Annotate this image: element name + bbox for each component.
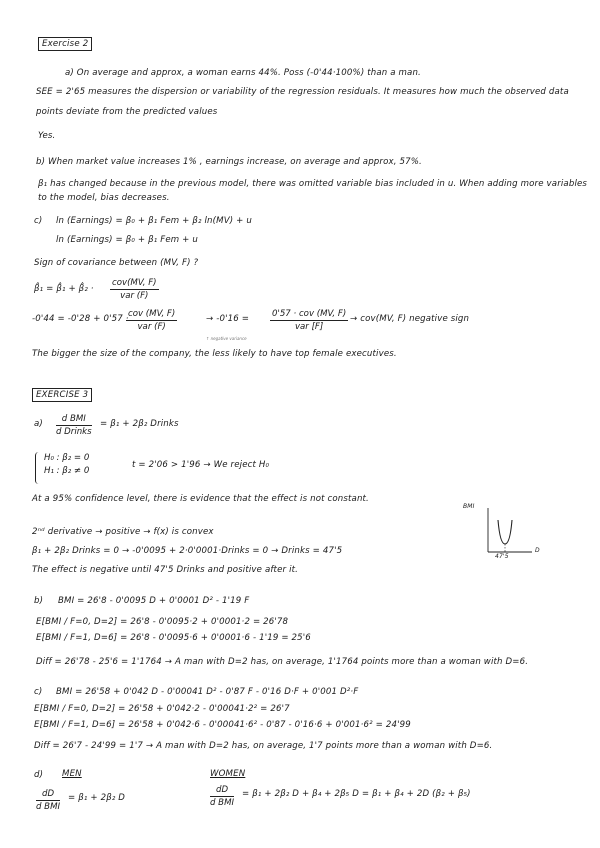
ex2-formula-2-num-2: 0'57 · cov (MV, F) [272, 309, 347, 319]
women-fraction-num: dD [210, 785, 234, 797]
men-fraction-num: dD [36, 789, 60, 801]
graph-y-label: BMI [463, 503, 475, 510]
men-derivative: = β₁ + 2β₂ D [68, 793, 126, 803]
ex2-c-model-2: ln (Earnings) = β₀ + β₁ Fem + u [56, 235, 198, 245]
ex2-see-line-1: SEE = 2'65 measures the dispersion or variability of the regression residuals. It measures how much the observed data [36, 87, 569, 97]
ex2-formula-2-den-2: var [F] [294, 322, 324, 332]
ex2-a-line: a) On average and approx, a woman earns 44%. Poss (-0'44·100%) than a man. [65, 68, 421, 78]
women-derivative: = β₁ + 2β₂ D + β₄ + 2β₅ D = β₁ + β₄ + 2D (β₂ + β₅) [242, 789, 471, 799]
ex2-b-line-3: to the model, bias decreases. [38, 193, 170, 203]
hypothesis-system [44, 452, 89, 478]
ex3-t-test: t = 2'06 > 1'96 → We reject H₀ [132, 460, 270, 470]
men-fraction [36, 789, 60, 812]
ex3-d-label: d) [34, 770, 44, 780]
hypothesis-h1: H₁ : β₂ ≠ 0 [44, 465, 90, 476]
ex3-b-exp-1: E[BMI / F=0, D=2] = 26'8 - 0'0095·2 + 0'0001·2 = 26'78 [36, 617, 289, 627]
ex3-confidence: At a 95% confidence level, there is evidence that the effect is not constant. [32, 494, 369, 504]
ex2-formula-2-lhs: -0'44 = -0'28 + 0'57 · [32, 314, 129, 324]
hypothesis-brace [35, 452, 42, 484]
men-heading: MEN [62, 769, 82, 779]
ex3-a-label: a) [34, 419, 43, 429]
graph-u-curve [498, 520, 512, 544]
ex3-a-den: d Drinks [56, 427, 92, 437]
ex2-formula-2-mid: → -0'16 = [206, 314, 250, 324]
ex3-a-rhs: = β₁ + 2β₂ Drinks [100, 419, 179, 429]
ex2-b-line-1: b) When market value increases 1% , earnings increase, on average and approx, 57%. [36, 157, 422, 167]
graph-x-label: D [535, 547, 540, 554]
ex3-c-label: c) [34, 687, 43, 697]
ex3-b-diff: Diff = 26'78 - 25'6 = 1'1764 → A man with D=2 has, on average, 1'1764 points more than a woman with D=6. [36, 657, 529, 667]
ex2-formula-2-fraction [126, 309, 177, 332]
ex2-formula-1-den: var (F) [120, 291, 149, 301]
ex3-b-model: BMI = 26'8 - 0'0095 D + 0'0001 D² - 1'19 F [58, 596, 250, 606]
ex2-formula-1-fraction [110, 278, 159, 301]
ex3-zero-equation: β₁ + 2β₂ Drinks = 0 → -0'0095 + 2·0'0001·Drinks = 0 → Drinks = 47'5 [32, 546, 343, 556]
ex3-a-fraction [56, 414, 92, 437]
ex3-c-model: BMI = 26'58 + 0'042 D - 0'00041 D² - 0'87 F - 0'16 D·F + 0'001 D²·F [56, 687, 359, 697]
ex3-c-diff: Diff = 26'7 - 24'99 = 1'7 → A man with D=2 has, on average, 1'7 points more than a woman with D=6. [34, 741, 493, 751]
graph-tick-label: 47'5 [495, 553, 509, 560]
ex3-b-label: b) [34, 596, 44, 606]
men-fraction-den: d BMI [36, 802, 61, 812]
women-heading: WOMEN [210, 769, 246, 779]
ex3-c-exp-1: E[BMI / F=0, D=2] = 26'58 + 0'042·2 - 0'00041·2² = 26'7 [34, 704, 290, 714]
ex2-formula-1-num: cov(MV, F) [112, 278, 157, 288]
women-fraction [210, 785, 234, 808]
exercise-3-title: EXERCISE 3 [32, 388, 92, 402]
ex2-c-label: c) [34, 216, 43, 226]
ex2-conclusion: The bigger the size of the company, the less likely to have top female executives. [32, 349, 397, 359]
ex2-formula-2-note: ↑ negative variance [206, 336, 247, 341]
ex2-formula-2-num: cov (MV, F) [128, 309, 176, 319]
ex2-sign-question: Sign of covariance between (MV, F) ? [34, 258, 199, 268]
ex2-see-line-2: points deviate from the predicted values [36, 107, 218, 117]
ex3-effect: The effect is negative until 47'5 Drinks and positive after it. [32, 565, 299, 575]
hypothesis-h0: H₀ : β₂ = 0 [44, 453, 90, 463]
ex2-b-line-2: β₁ has changed because in the previous model, there was omitted variable bias included in u. When adding more variables [38, 179, 588, 189]
ex3-a-num: d BMI [56, 414, 92, 426]
ex2-c-model-1: ln (Earnings) = β₀ + β₁ Fem + β₂ ln(MV) + u [56, 216, 252, 226]
ex3-b-exp-2: E[BMI / F=1, D=6] = 26'8 - 0'0095·6 + 0'0001·6 - 1'19 = 25'6 [36, 633, 311, 643]
women-fraction-den: d BMI [210, 798, 235, 808]
ex3-second-derivative: 2ⁿᵈ derivative → positive → f(x) is convex [32, 527, 214, 537]
ex2-yes: Yes. [38, 131, 56, 141]
ex2-formula-2-end: → cov(MV, F) negative sign [350, 314, 470, 324]
ex2-formula-2-fraction-2 [270, 309, 348, 332]
ex3-c-exp-2: E[BMI / F=1, D=6] = 26'58 + 0'042·6 - 0'00041·6² - 0'87 - 0'16·6 + 0'001·6² = 24'99 [34, 720, 411, 730]
ex2-formula-1-lhs: β̂₁ = β̂₁ + β̂₂ · [34, 284, 94, 294]
ex2-formula-2-den: var (F) [137, 322, 166, 332]
exercise-2-title: Exercise 2 [38, 37, 92, 51]
